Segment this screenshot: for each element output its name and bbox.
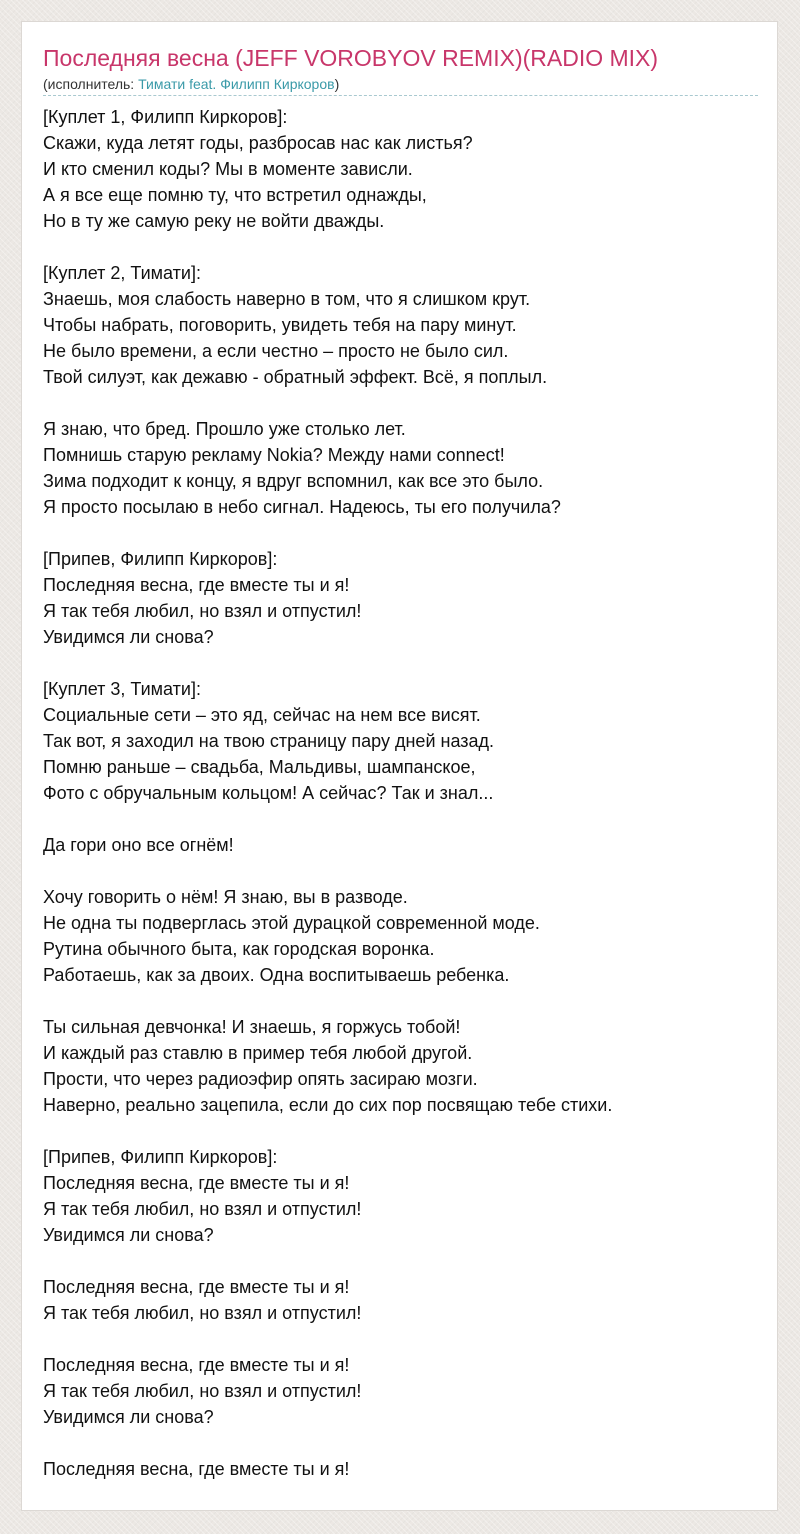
lyric-blank-line (43, 1430, 763, 1456)
lyric-line: [Припев, Филипп Киркоров]: (43, 1147, 278, 1167)
lyric-line: Я так тебя любил, но взял и отпустил! (43, 1303, 362, 1323)
lyric-line: Я так тебя любил, но взял и отпустил! (43, 1199, 362, 1219)
lyric-line: Ты сильная девчонка! И знаешь, я горжусь тобой! (43, 1017, 461, 1037)
lyric-blank-line (43, 988, 763, 1014)
lyric-line: Помнишь старую рекламу Nokia? Между нами connect! (43, 445, 505, 465)
lyric-line: Рутина обычного быта, как городская воронка. (43, 939, 435, 959)
lyric-blank-line (43, 1326, 763, 1352)
lyric-blank-line (43, 1248, 763, 1274)
lyric-line: Скажи, куда летят годы, разбросав нас как листья? (43, 133, 473, 153)
artist-link[interactable]: Тимати feat. Филипп Киркоров (138, 76, 335, 92)
lyric-line: Я просто посылаю в небо сигнал. Надеюсь, ты его получила? (43, 497, 561, 517)
lyrics-card (21, 21, 778, 1511)
lyric-line: [Куплет 3, Тимати]: (43, 679, 201, 699)
lyric-line: Я так тебя любил, но взял и отпустил! (43, 601, 362, 621)
lyric-line: Не одна ты подверглась этой дурацкой современной моде. (43, 913, 540, 933)
lyric-line: Хочу говорить о нём! Я знаю, вы в разводе. (43, 887, 408, 907)
lyric-line: Чтобы набрать, поговорить, увидеть тебя на пару минут. (43, 315, 517, 335)
lyric-line: Так вот, я заходил на твою страницу пару дней назад. (43, 731, 495, 751)
lyric-line: Фото с обручальным кольцом! А сейчас? Так и знал... (43, 783, 494, 803)
lyric-line: Но в ту же самую реку не войти дважды. (43, 211, 385, 231)
lyric-line: Работаешь, как за двоих. Одна воспитываешь ребенка. (43, 965, 510, 985)
song-header (43, 42, 758, 96)
lyric-line: Последняя весна, где вместе ты и я! (43, 1277, 350, 1297)
artist-line (43, 74, 339, 94)
lyric-line: Зима подходит к концу, я вдруг вспомнил, как все это было. (43, 471, 544, 491)
lyric-line: Последняя весна, где вместе ты и я! (43, 1355, 350, 1375)
lyric-blank-line (43, 806, 763, 832)
lyric-blank-line (43, 650, 763, 676)
lyric-line: И каждый раз ставлю в пример тебя любой другой. (43, 1043, 473, 1063)
lyric-line: Наверно, реально зацепила, если до сих пор посвящаю тебе стихи. (43, 1095, 613, 1115)
lyric-blank-line (43, 1118, 763, 1144)
lyric-line: Увидимся ли снова? (43, 1407, 214, 1427)
lyric-line: Последняя весна, где вместе ты и я! (43, 1173, 350, 1193)
lyric-line: Социальные сети – это яд, сейчас на нем все висят. (43, 705, 481, 725)
lyric-line: Я знаю, что бред. Прошло уже столько лет. (43, 419, 406, 439)
lyric-line: Да гори оно все огнём! (43, 835, 234, 855)
lyric-blank-line (43, 520, 763, 546)
lyric-line: Я так тебя любил, но взял и отпустил! (43, 1381, 362, 1401)
lyric-line: Последняя весна, где вместе ты и я! (43, 1459, 350, 1479)
lyric-line: Помню раньше – свадьба, Мальдивы, шампанское, (43, 757, 476, 777)
lyrics-body (43, 104, 763, 1482)
artist-suffix: ) (334, 76, 340, 92)
song-title: Последняя весна (JEFF VOROBYOV REMIX)(RADIO MIX) (43, 45, 659, 71)
lyric-blank-line (43, 858, 763, 884)
lyric-line: Увидимся ли снова? (43, 627, 214, 647)
lyric-blank-line (43, 234, 763, 260)
lyric-line: [Куплет 1, Филипп Киркоров]: (43, 107, 288, 127)
lyric-line: [Куплет 2, Тимати]: (43, 263, 201, 283)
lyric-blank-line (43, 390, 763, 416)
lyric-line: А я все еще помню ту, что встретил однажды, (43, 185, 427, 205)
lyric-line: И кто сменил коды? Мы в моменте зависли. (43, 159, 413, 179)
lyric-line: Не было времени, а если честно – просто не было сил. (43, 341, 509, 361)
lyric-line: Твой силуэт, как дежавю - обратный эффект. Всё, я поплыл. (43, 367, 548, 387)
lyric-line: Увидимся ли снова? (43, 1225, 214, 1245)
lyric-line: Знаешь, моя слабость наверно в том, что я слишком крут. (43, 289, 531, 309)
lyric-line: Последняя весна, где вместе ты и я! (43, 575, 350, 595)
lyric-line: Прости, что через радиоэфир опять засираю мозги. (43, 1069, 478, 1089)
artist-prefix: (исполнитель: (43, 76, 139, 92)
lyric-line: [Припев, Филипп Киркоров]: (43, 549, 278, 569)
